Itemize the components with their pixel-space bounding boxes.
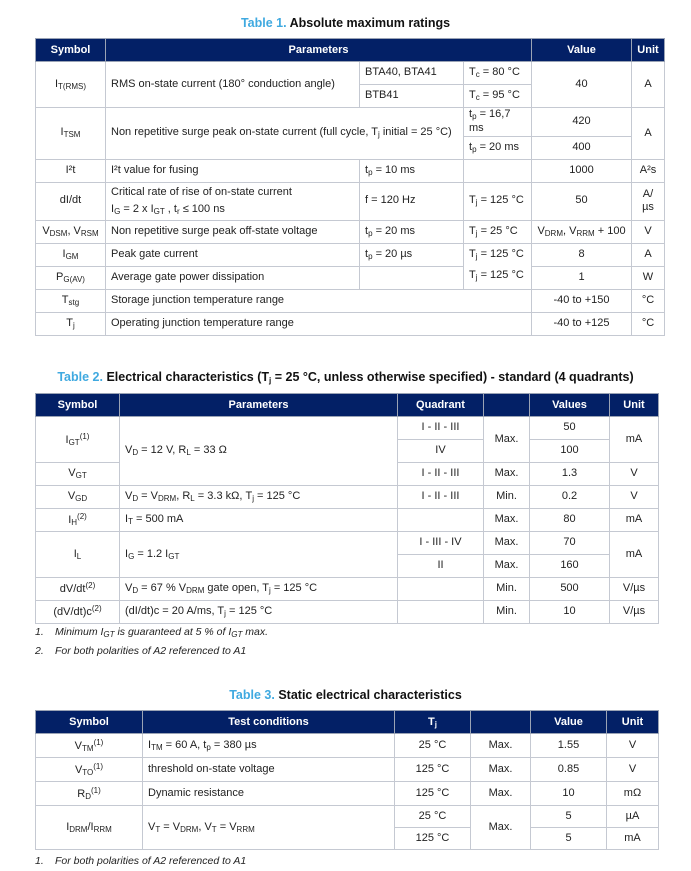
unit-cell: V/µs [610,601,659,624]
table2-number: Table 2. [57,370,103,384]
unit-cell: µA [607,806,659,828]
symbol-cell: $T_j$ [36,312,106,335]
unit-cell: mA [610,417,659,463]
tj-cell: 25 °C [395,806,471,828]
unit-cell: A²s [632,159,665,182]
minmax-cell: Max. [484,532,530,555]
value-cell: -40 to +125 [532,312,632,335]
unit-cell: V [632,220,665,243]
tj-cell: 125 °C [395,758,471,782]
quadrant-cell: I - II - III [398,463,484,486]
value-cell: 100 [530,440,610,463]
table-row [36,806,659,828]
table-header-row [36,711,659,734]
table3-caption [0,688,691,702]
quadrant-cell [398,601,484,624]
minmax-cell: Max. [471,782,531,806]
value-cell: -40 to +150 [532,289,632,312]
cond-cell: $T_j = 25$ °C [464,220,532,243]
condition-cell: Dynamic resistance [143,782,395,806]
symbol-cell: $(dV/dt)c^{(2)}$ [36,601,120,624]
value-cell: 50 [530,417,610,440]
unit-cell: °C [632,289,665,312]
unit-cell: A [632,108,665,160]
header-test-conditions: Test conditions [143,711,395,734]
cond-cell: $t_p = 16,7$ ms [464,108,532,137]
param-desc: Critical rate of rise of on-state current $I_G = 2$ x $I_{GT}$ , $t_r \le 100$ ns [106,182,360,220]
table1-title: Absolute maximum ratings [289,16,451,30]
value-cell: 8 [532,243,632,266]
symbol-cell: $I_{T(RMS)}$ [36,62,106,108]
table-row [36,782,659,806]
minmax-cell: Min. [484,601,530,624]
table-row [36,312,665,335]
value-cell: 0.2 [530,486,610,509]
tj-cell: 125 °C [395,782,471,806]
param-cell: $I_T = 500$ mA [120,509,398,532]
table3-number: Table 3. [229,688,275,702]
unit-cell: A [632,243,665,266]
param-desc: Average gate power dissipation [106,266,360,289]
param-desc: RMS on-state current (180° conduction angle) [106,62,360,108]
symbol-cell: $V_{TO}^{(1)}$ [36,758,143,782]
table1-caption [0,16,691,30]
value-cell: 400 [532,136,632,159]
cond-cell: $t_p = 10$ ms [360,159,464,182]
table-row [36,601,659,624]
value-cell: 1.3 [530,463,610,486]
table-row [36,159,665,182]
table-row [36,417,659,440]
table-row [36,243,665,266]
table-row [36,486,659,509]
table-row [36,266,665,289]
value-cell: $V_{DRM}$, $V_{RRM} + 100$ [532,220,632,243]
header-parameters: Parameters [106,39,532,62]
param-desc: Non repetitive surge peak off-state voltage [106,220,360,243]
quadrant-cell [398,509,484,532]
quadrant-cell: II [398,555,484,578]
value-cell: 0.85 [531,758,607,782]
cond-cell: $T_c = 95$ °C [464,85,532,108]
minmax-cell: Max. [484,463,530,486]
symbol-cell: $V_{GT}$ [36,463,120,486]
value-cell: 10 [530,601,610,624]
param-desc: Non repetitive surge peak on-state current (full cycle, $T_j$ initial = 25 °C) [106,108,464,160]
header-parameters: Parameters [120,394,398,417]
quadrant-cell: I - II - III [398,417,484,440]
cond-cell: f = 120 Hz [360,182,464,220]
param-desc: Peak gate current [106,243,360,266]
header-value: Value [532,39,632,62]
value-cell: 40 [532,62,632,108]
value-cell: 70 [530,532,610,555]
cond-cell: $T_j = 125$ °C [464,182,532,220]
cond-cell: $T_c = 80$ °C [464,62,532,85]
cond-cell [464,159,532,182]
header-blank [484,394,530,417]
param-cell: (dI/dt)c = 20 A/ms, $T_j = 125$ °C [120,601,398,624]
condition-cell: $V_T = V_{DRM}$, $V_T = V_{RRM}$ [143,806,395,850]
symbol-cell: $I_{GT}^{(1)}$ [36,417,120,463]
cond-cell: BTA40, BTA41 [360,62,464,85]
value-cell: 1000 [532,159,632,182]
quadrant-cell: IV [398,440,484,463]
param-cell: $V_D = V_{DRM}$, $R_L = 3.3$ kΩ, $T_j = 125$ °C [120,486,398,509]
unit-cell: mA [610,532,659,578]
minmax-cell: Min. [484,486,530,509]
unit-cell: W [632,266,665,289]
unit-cell: V [610,463,659,486]
table3-title: Static electrical characteristics [278,688,462,702]
param-cell: $I_G = 1.2$ $I_{GT}$ [120,532,398,578]
table-row [36,108,665,137]
symbol-cell: $dV/dt^{(2)}$ [36,578,120,601]
value-cell: 50 [532,182,632,220]
static-characteristics-table [35,710,659,850]
table-row [36,220,665,243]
unit-cell: mA [610,509,659,532]
header-symbol: Symbol [36,39,106,62]
table3-note-1: 1. For both polarities of A2 referenced to A1 [35,855,247,867]
value-cell: 1.55 [531,734,607,758]
symbol-cell: $V_{DSM}$, $V_{RSM}$ [36,220,106,243]
symbol-cell: $I_{TSM}$ [36,108,106,160]
symbol-cell: $T_{stg}$ [36,289,106,312]
header-tj: $T_j$ [395,711,471,734]
unit-cell: °C [632,312,665,335]
table-row [36,289,665,312]
header-symbol: Symbol [36,711,143,734]
tj-cell: 25 °C [395,734,471,758]
symbol-cell: $V_{TM}^{(1)}$ [36,734,143,758]
table2-note-2: 2. For both polarities of A2 referenced to A1 [35,645,247,657]
unit-cell: A [632,62,665,108]
param-desc: Storage junction temperature range [106,289,532,312]
table1-number: Table 1. [240,16,287,30]
header-unit: Unit [610,394,659,417]
symbol-cell: $I_L$ [36,532,120,578]
table-header-row [36,394,659,417]
table-row [36,182,665,220]
table-row [36,758,659,782]
table2-title: Electrical characteristics ($T_j = 25$ °C, unless otherwise specified) - standard (4 quadrants) [106,370,634,385]
cond-cell: $t_p = 20$ ms [360,220,464,243]
symbol-cell: dI/dt [36,182,106,220]
value-cell: 10 [531,782,607,806]
symbol-cell: $I_{DRM}/I_{RRM}$ [36,806,143,850]
value-cell: 5 [531,806,607,828]
header-quadrant: Quadrant [398,394,484,417]
unit-cell: V [607,734,659,758]
table-row [36,62,665,85]
symbol-cell: $V_{GD}$ [36,486,120,509]
header-symbol: Symbol [36,394,120,417]
table2-caption [0,370,691,385]
tj-cell: 125 °C [395,828,471,850]
minmax-cell: Max. [484,555,530,578]
minmax-cell: Max. [471,734,531,758]
header-unit: Unit [632,39,665,62]
cond-cell: BTB41 [360,85,464,108]
table-row [36,578,659,601]
cond-cell: $t_p = 20$ µs [360,243,464,266]
absolute-max-ratings-table [35,38,665,336]
unit-cell: mA [607,828,659,850]
unit-cell: V [610,486,659,509]
value-cell: 420 [532,108,632,137]
symbol-cell: $R_D^{(1)}$ [36,782,143,806]
unit-cell: A/µs [632,182,665,220]
header-value: Value [531,711,607,734]
symbol-cell: I²t [36,159,106,182]
param-desc: I²t value for fusing [106,159,360,182]
quadrant-cell: I - III - IV [398,532,484,555]
minmax-cell: Max. [471,758,531,782]
minmax-cell: Max. [484,417,530,463]
header-blank [471,711,531,734]
table-header-row [36,39,665,62]
table-row [36,509,659,532]
value-cell: 1 [532,266,632,289]
value-cell: 160 [530,555,610,578]
unit-cell: mΩ [607,782,659,806]
value-cell: 5 [531,828,607,850]
minmax-cell: Max. [484,509,530,532]
table-row [36,532,659,555]
table2-note-1: 1. Minimum $I_{GT}$ is guaranteed at 5 % of $I_{GT}$ max. [35,626,269,639]
symbol-cell: $P_{G(AV)}$ [36,266,106,289]
header-unit: Unit [607,711,659,734]
param-cell: $V_D = 67$ % $V_{DRM}$ gate open, $T_j = 125$ °C [120,578,398,601]
header-values: Values [530,394,610,417]
symbol-cell: $I_H^{(2)}$ [36,509,120,532]
unit-cell: V/µs [610,578,659,601]
minmax-cell: Max. [471,806,531,850]
electrical-characteristics-table [35,393,659,624]
value-cell: 80 [530,509,610,532]
condition-cell: threshold on-state voltage [143,758,395,782]
cond-cell [360,266,464,289]
cond-cell: $T_j = 125$ °C $T_j = 125$ °C [464,243,532,289]
condition-cell: $I_{TM} = 60$ A, $t_p = 380$ µs [143,734,395,758]
param-cell: $V_D = 12$ V, $R_L = 33$ Ω [120,417,398,486]
quadrant-cell: I - II - III [398,486,484,509]
symbol-cell: $I_{GM}$ [36,243,106,266]
quadrant-cell [398,578,484,601]
value-cell: 500 [530,578,610,601]
param-desc: Operating junction temperature range [106,312,532,335]
unit-cell: V [607,758,659,782]
table-row [36,734,659,758]
cond-cell: $t_p = 20$ ms [464,136,532,159]
minmax-cell: Min. [484,578,530,601]
